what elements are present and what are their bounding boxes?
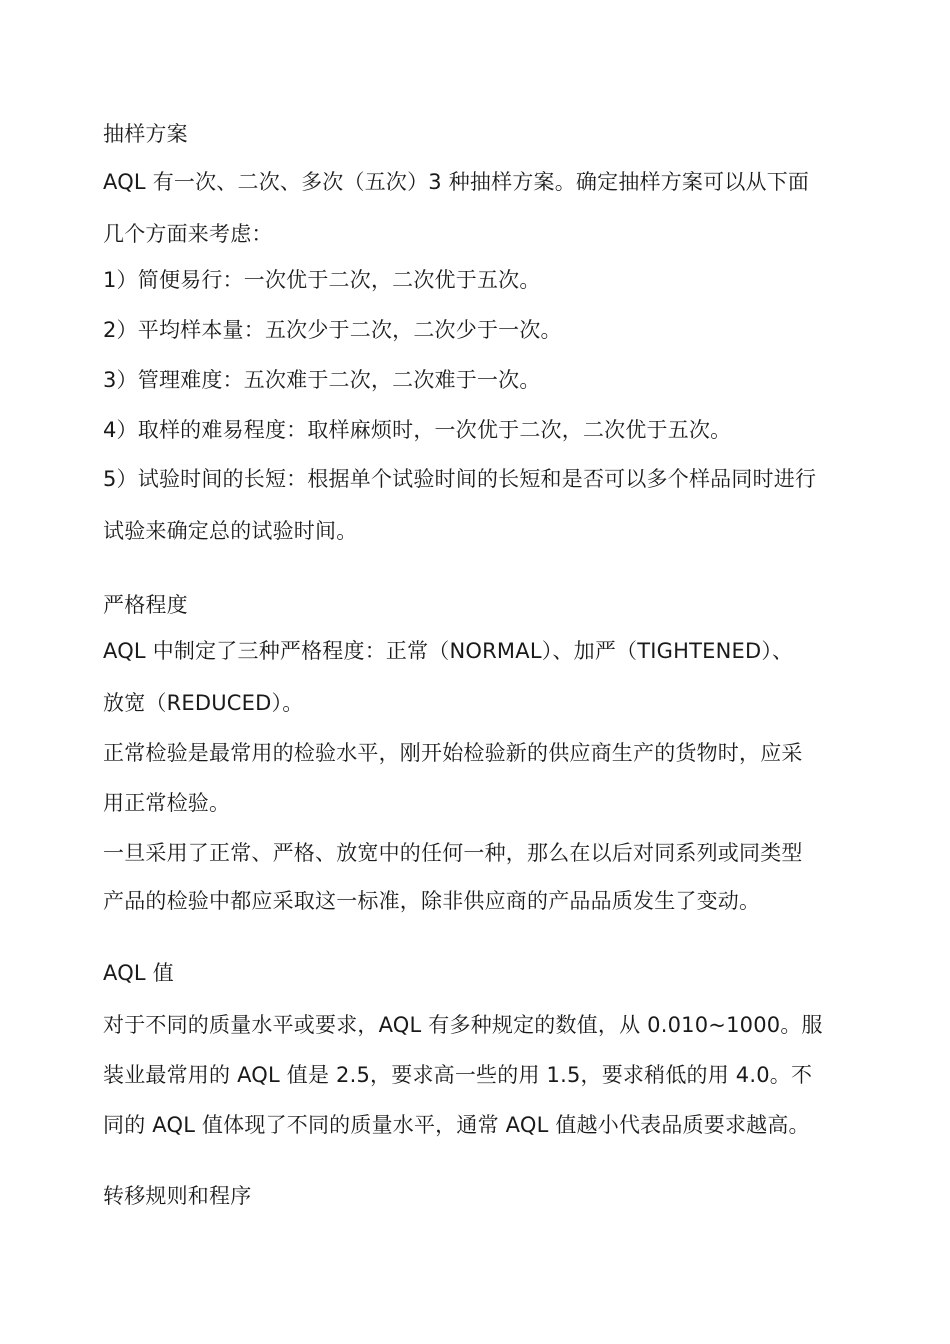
aql-value-heading: AQL 值 — [103, 961, 174, 985]
strictness-p3-line-2: 产品的检验中都应采取这一标准，除非供应商的产品品质发生了变动。 — [103, 889, 761, 913]
sampling-item-1: 1）简便易行：一次优于二次，二次优于五次。 — [103, 268, 541, 292]
sampling-heading: 抽样方案 — [103, 122, 188, 146]
sampling-item-2: 2）平均样本量：五次少于二次，二次少于一次。 — [103, 318, 562, 342]
strictness-p2-line-1: 正常检验是最常用的检验水平，刚开始检验新的供应商生产的货物时，应采 — [103, 741, 803, 765]
strictness-heading: 严格程度 — [103, 593, 188, 617]
sampling-intro-line-1: AQL 有一次、二次、多次（五次）3 种抽样方案。确定抽样方案可以从下面 — [103, 170, 810, 194]
sampling-item-5-line-1: 5）试验时间的长短：根据单个试验时间的长短和是否可以多个样品同时进行 — [103, 467, 817, 491]
sampling-item-3: 3）管理难度：五次难于二次，二次难于一次。 — [103, 368, 541, 392]
strictness-p1-line-2: 放宽（REDUCED）。 — [103, 691, 304, 715]
aql-value-line-3: 同的 AQL 值体现了不同的质量水平，通常 AQL 值越小代表品质要求越高。 — [103, 1113, 810, 1137]
strictness-p3-line-1: 一旦采用了正常、严格、放宽中的任何一种，那么在以后对同系列或同类型 — [103, 841, 803, 865]
aql-value-line-1: 对于不同的质量水平或要求，AQL 有多种规定的数值，从 0.010~1000。服 — [103, 1013, 823, 1037]
aql-value-line-2: 装业最常用的 AQL 值是 2.5，要求高一些的用 1.5，要求稍低的用 4.0。不 — [103, 1063, 813, 1087]
sampling-item-4: 4）取样的难易程度：取样麻烦时，一次优于二次，二次优于五次。 — [103, 418, 732, 442]
sampling-item-5-line-2: 试验来确定总的试验时间。 — [103, 519, 358, 543]
strictness-p1-line-1: AQL 中制定了三种严格程度：正常（NORMAL）、加严（TIGHTENED）、 — [103, 639, 794, 663]
transfer-heading: 转移规则和程序 — [103, 1184, 252, 1208]
sampling-intro-line-2: 几个方面来考虑： — [103, 222, 273, 246]
strictness-p2-line-2: 用正常检验。 — [103, 791, 231, 815]
